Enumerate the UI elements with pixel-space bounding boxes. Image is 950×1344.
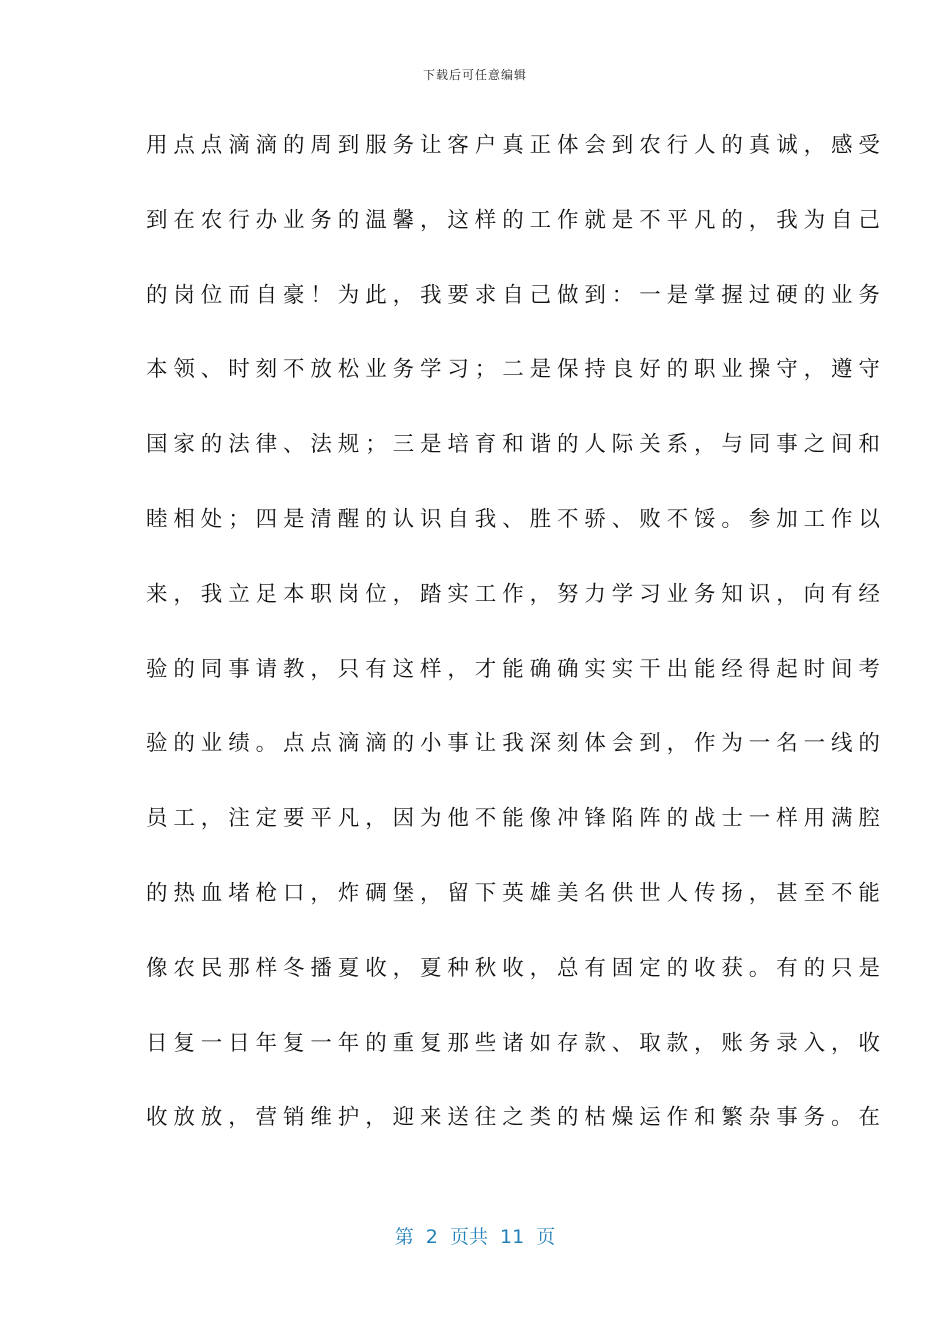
text-line: 收放放，营销维护，迎来送往之类的枯燥运作和繁杂事务。在 [146, 1105, 886, 1131]
text-line: 的岗位而自豪！为此，我要求自己做到：一是掌握过硬的业务 [146, 282, 886, 308]
text-line: 像农民那样冬播夏收，夏种秋收，总有固定的收获。有的只是 [146, 955, 886, 981]
text-line: 到在农行办业务的温馨，这样的工作就是不平凡的，我为自己 [146, 207, 886, 233]
page-number-footer: 第 2 页共 11 页 [394, 1226, 556, 1248]
text-line: 验的同事请教，只有这样，才能确确实实干出能经得起时间考 [146, 656, 886, 682]
text-line: 的热血堵枪口，炸碉堡，留下英雄美名供世人传扬，甚至不能 [146, 880, 886, 906]
text-line: 验的业绩。点点滴滴的小事让我深刻体会到，作为一名一线的 [146, 731, 886, 757]
text-line: 本领、时刻不放松业务学习；二是保持良好的职业操守，遵守 [146, 357, 886, 383]
text-line: 来，我立足本职岗位，踏实工作，努力学习业务知识，向有经 [146, 581, 886, 607]
text-line: 睦相处；四是清醒的认识自我、胜不骄、败不馁。参加工作以 [146, 506, 886, 532]
text-line: 国家的法律、法规；三是培育和谐的人际关系，与同事之间和 [146, 432, 886, 458]
text-line: 用点点滴滴的周到服务让客户真正体会到农行人的真诚，感受 [146, 133, 886, 158]
header-note: 下载后可任意编辑 [422, 68, 527, 82]
text-line: 员工，注定要平凡，因为他不能像冲锋陷阵的战士一样用满腔 [146, 806, 886, 832]
text-line: 日复一日年复一年的重复那些诸如存款、取款，账务录入，收 [146, 1030, 886, 1056]
body-text [146, 124, 886, 1171]
